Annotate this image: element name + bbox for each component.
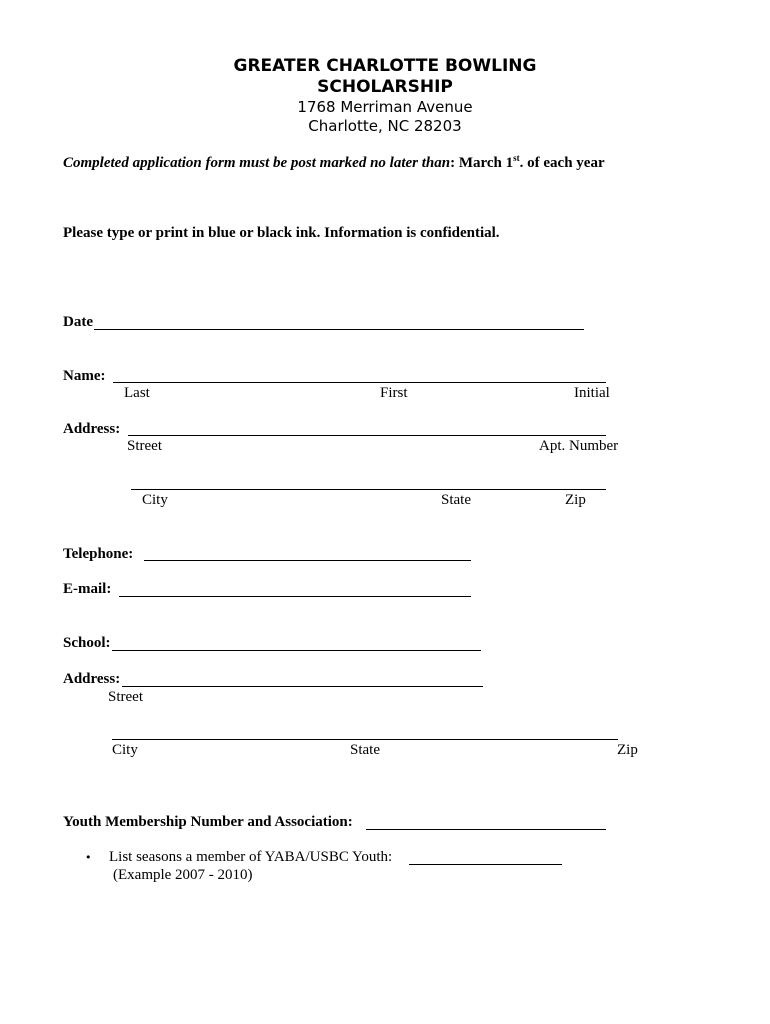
seasons-label: List seasons a member of YABA/USBC Youth: [109, 849, 393, 865]
organization-street-address: 1768 Merriman Avenue [297, 98, 473, 116]
date-field[interactable] [94, 329, 584, 330]
deadline-date: : March 1 [450, 155, 514, 171]
address-street-field[interactable] [128, 435, 606, 436]
form-title-line1: GREATER CHARLOTTE BOWLING [233, 56, 537, 76]
email-label: E-mail: [63, 581, 112, 597]
name-initial-caption: Initial [574, 385, 610, 401]
address-city-state-zip-field[interactable] [131, 489, 606, 490]
address-street-caption: Street [127, 438, 162, 454]
school-label: School: [63, 635, 111, 651]
youth-membership-label: Youth Membership Number and Association: [63, 814, 353, 830]
address-label: Address: [63, 421, 121, 437]
school-state-caption: State [350, 742, 380, 758]
deadline-superscript: st [513, 153, 520, 163]
form-title-line2: SCHOLARSHIP [317, 77, 453, 97]
school-address-label: Address: [63, 671, 121, 687]
bullet-icon: • [85, 851, 92, 864]
deadline-suffix: . of each year [519, 155, 605, 171]
date-label: Date [63, 314, 93, 330]
organization-city-state-zip: Charlotte, NC 28203 [308, 117, 462, 135]
youth-membership-field[interactable] [366, 829, 606, 830]
name-label: Name: [63, 368, 106, 384]
name-last-caption: Last [124, 385, 150, 401]
address-city-caption: City [142, 492, 168, 508]
address-zip-caption: Zip [565, 492, 586, 508]
school-address-field[interactable] [122, 686, 483, 687]
name-first-caption: First [380, 385, 408, 401]
school-field[interactable] [112, 650, 481, 651]
deadline-italic-text: Completed application form must be post marked no later than [63, 155, 451, 171]
school-city-caption: City [112, 742, 138, 758]
school-city-state-zip-field[interactable] [112, 739, 618, 740]
deadline-notice [63, 153, 605, 172]
seasons-field[interactable] [409, 864, 562, 865]
instructions-text: Please type or print in blue or black ink. Information is confidential. [63, 225, 500, 241]
address-apt-caption: Apt. Number [539, 438, 619, 454]
seasons-example: (Example 2007 - 2010) [113, 867, 253, 883]
address-state-caption: State [441, 492, 471, 508]
school-zip-caption: Zip [617, 742, 638, 758]
school-street-caption: Street [108, 689, 143, 705]
telephone-label: Telephone: [63, 546, 134, 562]
email-field[interactable] [119, 596, 471, 597]
name-field[interactable] [113, 382, 606, 383]
telephone-field[interactable] [144, 560, 471, 561]
